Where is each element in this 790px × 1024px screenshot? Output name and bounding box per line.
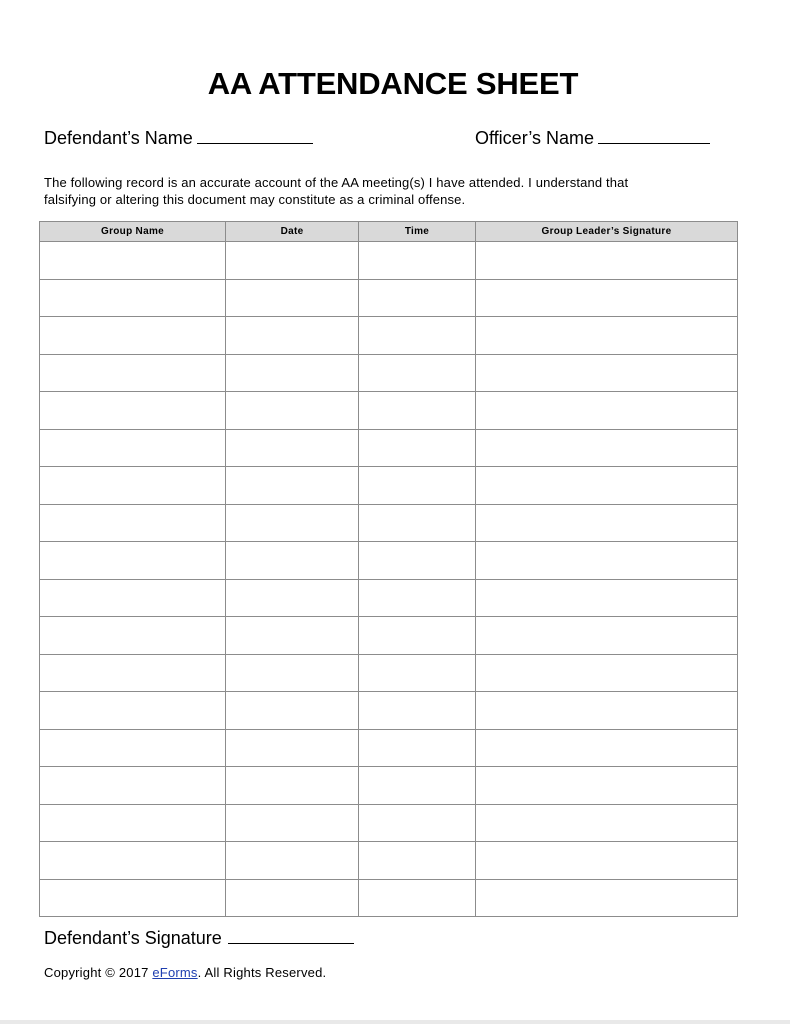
time-cell[interactable] — [359, 392, 476, 430]
intro-line-1: The following record is an accurate account of the AA meeting(s) I have attended. I understand that — [44, 175, 629, 190]
intro-statement — [44, 174, 744, 208]
copyright-suffix: . All Rights Reserved. — [197, 965, 327, 980]
group-name-cell[interactable] — [40, 317, 226, 355]
group-name-cell[interactable] — [40, 467, 226, 505]
column-header-group-name: Group Name — [40, 222, 226, 242]
time-cell[interactable] — [359, 617, 476, 655]
date-cell[interactable] — [226, 467, 359, 505]
defendant-name-label: Defendant’s Name — [44, 128, 193, 148]
group-name-cell[interactable] — [40, 767, 226, 805]
group-leader-signature-cell[interactable] — [476, 579, 738, 617]
date-cell[interactable] — [226, 279, 359, 317]
defendant-name-field — [44, 127, 313, 149]
table-row — [40, 392, 738, 430]
table-row — [40, 354, 738, 392]
officer-name-label: Officer’s Name — [475, 128, 595, 148]
table-row — [40, 729, 738, 767]
date-cell[interactable] — [226, 617, 359, 655]
group-leader-signature-cell[interactable] — [476, 279, 738, 317]
date-cell[interactable] — [226, 804, 359, 842]
group-name-cell[interactable] — [40, 242, 226, 280]
time-cell[interactable] — [359, 879, 476, 917]
defendant-signature-label: Defendant’s Signature — [44, 928, 222, 948]
table-row — [40, 879, 738, 917]
group-leader-signature-cell[interactable] — [476, 504, 738, 542]
date-cell[interactable] — [226, 579, 359, 617]
group-name-cell[interactable] — [40, 279, 226, 317]
group-name-cell[interactable] — [40, 842, 226, 880]
group-leader-signature-cell[interactable] — [476, 467, 738, 505]
table-row — [40, 692, 738, 730]
group-name-cell[interactable] — [40, 504, 226, 542]
group-leader-signature-cell[interactable] — [476, 654, 738, 692]
table-row — [40, 542, 738, 580]
group-name-cell[interactable] — [40, 617, 226, 655]
attendance-table-body — [40, 242, 738, 917]
table-row — [40, 242, 738, 280]
time-cell[interactable] — [359, 504, 476, 542]
time-cell[interactable] — [359, 579, 476, 617]
date-cell[interactable] — [226, 392, 359, 430]
time-cell[interactable] — [359, 279, 476, 317]
time-cell[interactable] — [359, 429, 476, 467]
defendant-signature-blank[interactable] — [228, 927, 354, 944]
time-cell[interactable] — [359, 242, 476, 280]
table-row — [40, 429, 738, 467]
date-cell[interactable] — [226, 504, 359, 542]
date-cell[interactable] — [226, 242, 359, 280]
time-cell[interactable] — [359, 467, 476, 505]
table-row — [40, 842, 738, 880]
table-row — [40, 579, 738, 617]
group-leader-signature-cell[interactable] — [476, 729, 738, 767]
defendant-signature-field — [44, 927, 354, 949]
date-cell[interactable] — [226, 354, 359, 392]
group-leader-signature-cell[interactable] — [476, 542, 738, 580]
time-cell[interactable] — [359, 729, 476, 767]
date-cell[interactable] — [226, 542, 359, 580]
table-row — [40, 504, 738, 542]
column-header-time: Time — [359, 222, 476, 242]
group-name-cell[interactable] — [40, 354, 226, 392]
eforms-link[interactable]: eForms — [152, 965, 198, 980]
copyright-prefix: Copyright © 2017 — [44, 965, 153, 980]
time-cell[interactable] — [359, 542, 476, 580]
group-name-cell[interactable] — [40, 804, 226, 842]
time-cell[interactable] — [359, 842, 476, 880]
copyright-notice — [44, 965, 326, 980]
attendance-table — [39, 221, 738, 917]
column-header-date: Date — [226, 222, 359, 242]
date-cell[interactable] — [226, 429, 359, 467]
date-cell[interactable] — [226, 692, 359, 730]
group-name-cell[interactable] — [40, 654, 226, 692]
group-name-cell[interactable] — [40, 729, 226, 767]
date-cell[interactable] — [226, 767, 359, 805]
officer-name-field — [475, 127, 710, 149]
time-cell[interactable] — [359, 354, 476, 392]
column-header-group-leader-signature: Group Leader’s Signature — [476, 222, 738, 242]
group-leader-signature-cell[interactable] — [476, 317, 738, 355]
group-leader-signature-cell[interactable] — [476, 392, 738, 430]
defendant-name-blank[interactable] — [197, 127, 313, 144]
table-row — [40, 617, 738, 655]
time-cell[interactable] — [359, 654, 476, 692]
date-cell[interactable] — [226, 842, 359, 880]
group-leader-signature-cell[interactable] — [476, 804, 738, 842]
table-row — [40, 279, 738, 317]
group-name-cell[interactable] — [40, 392, 226, 430]
table-row — [40, 804, 738, 842]
intro-line-2: falsifying or altering this document may constitute as a criminal offense. — [44, 192, 466, 207]
time-cell[interactable] — [359, 767, 476, 805]
group-leader-signature-cell[interactable] — [476, 767, 738, 805]
group-name-cell[interactable] — [40, 579, 226, 617]
time-cell[interactable] — [359, 804, 476, 842]
group-name-cell[interactable] — [40, 542, 226, 580]
officer-name-blank[interactable] — [598, 127, 710, 144]
group-name-cell[interactable] — [40, 692, 226, 730]
table-header-row — [40, 222, 738, 242]
table-row — [40, 467, 738, 505]
group-leader-signature-cell[interactable] — [476, 429, 738, 467]
date-cell[interactable] — [226, 317, 359, 355]
table-row — [40, 317, 738, 355]
table-row — [40, 767, 738, 805]
date-cell[interactable] — [226, 879, 359, 917]
page-title: AA ATTENDANCE SHEET — [207, 66, 579, 101]
group-name-cell[interactable] — [40, 879, 226, 917]
group-leader-signature-cell[interactable] — [476, 242, 738, 280]
date-cell[interactable] — [226, 729, 359, 767]
group-leader-signature-cell[interactable] — [476, 692, 738, 730]
group-leader-signature-cell[interactable] — [476, 617, 738, 655]
group-leader-signature-cell[interactable] — [476, 354, 738, 392]
time-cell[interactable] — [359, 692, 476, 730]
group-leader-signature-cell[interactable] — [476, 842, 738, 880]
date-cell[interactable] — [226, 654, 359, 692]
table-row — [40, 654, 738, 692]
page-bottom-edge — [0, 1020, 790, 1024]
group-leader-signature-cell[interactable] — [476, 879, 738, 917]
time-cell[interactable] — [359, 317, 476, 355]
group-name-cell[interactable] — [40, 429, 226, 467]
